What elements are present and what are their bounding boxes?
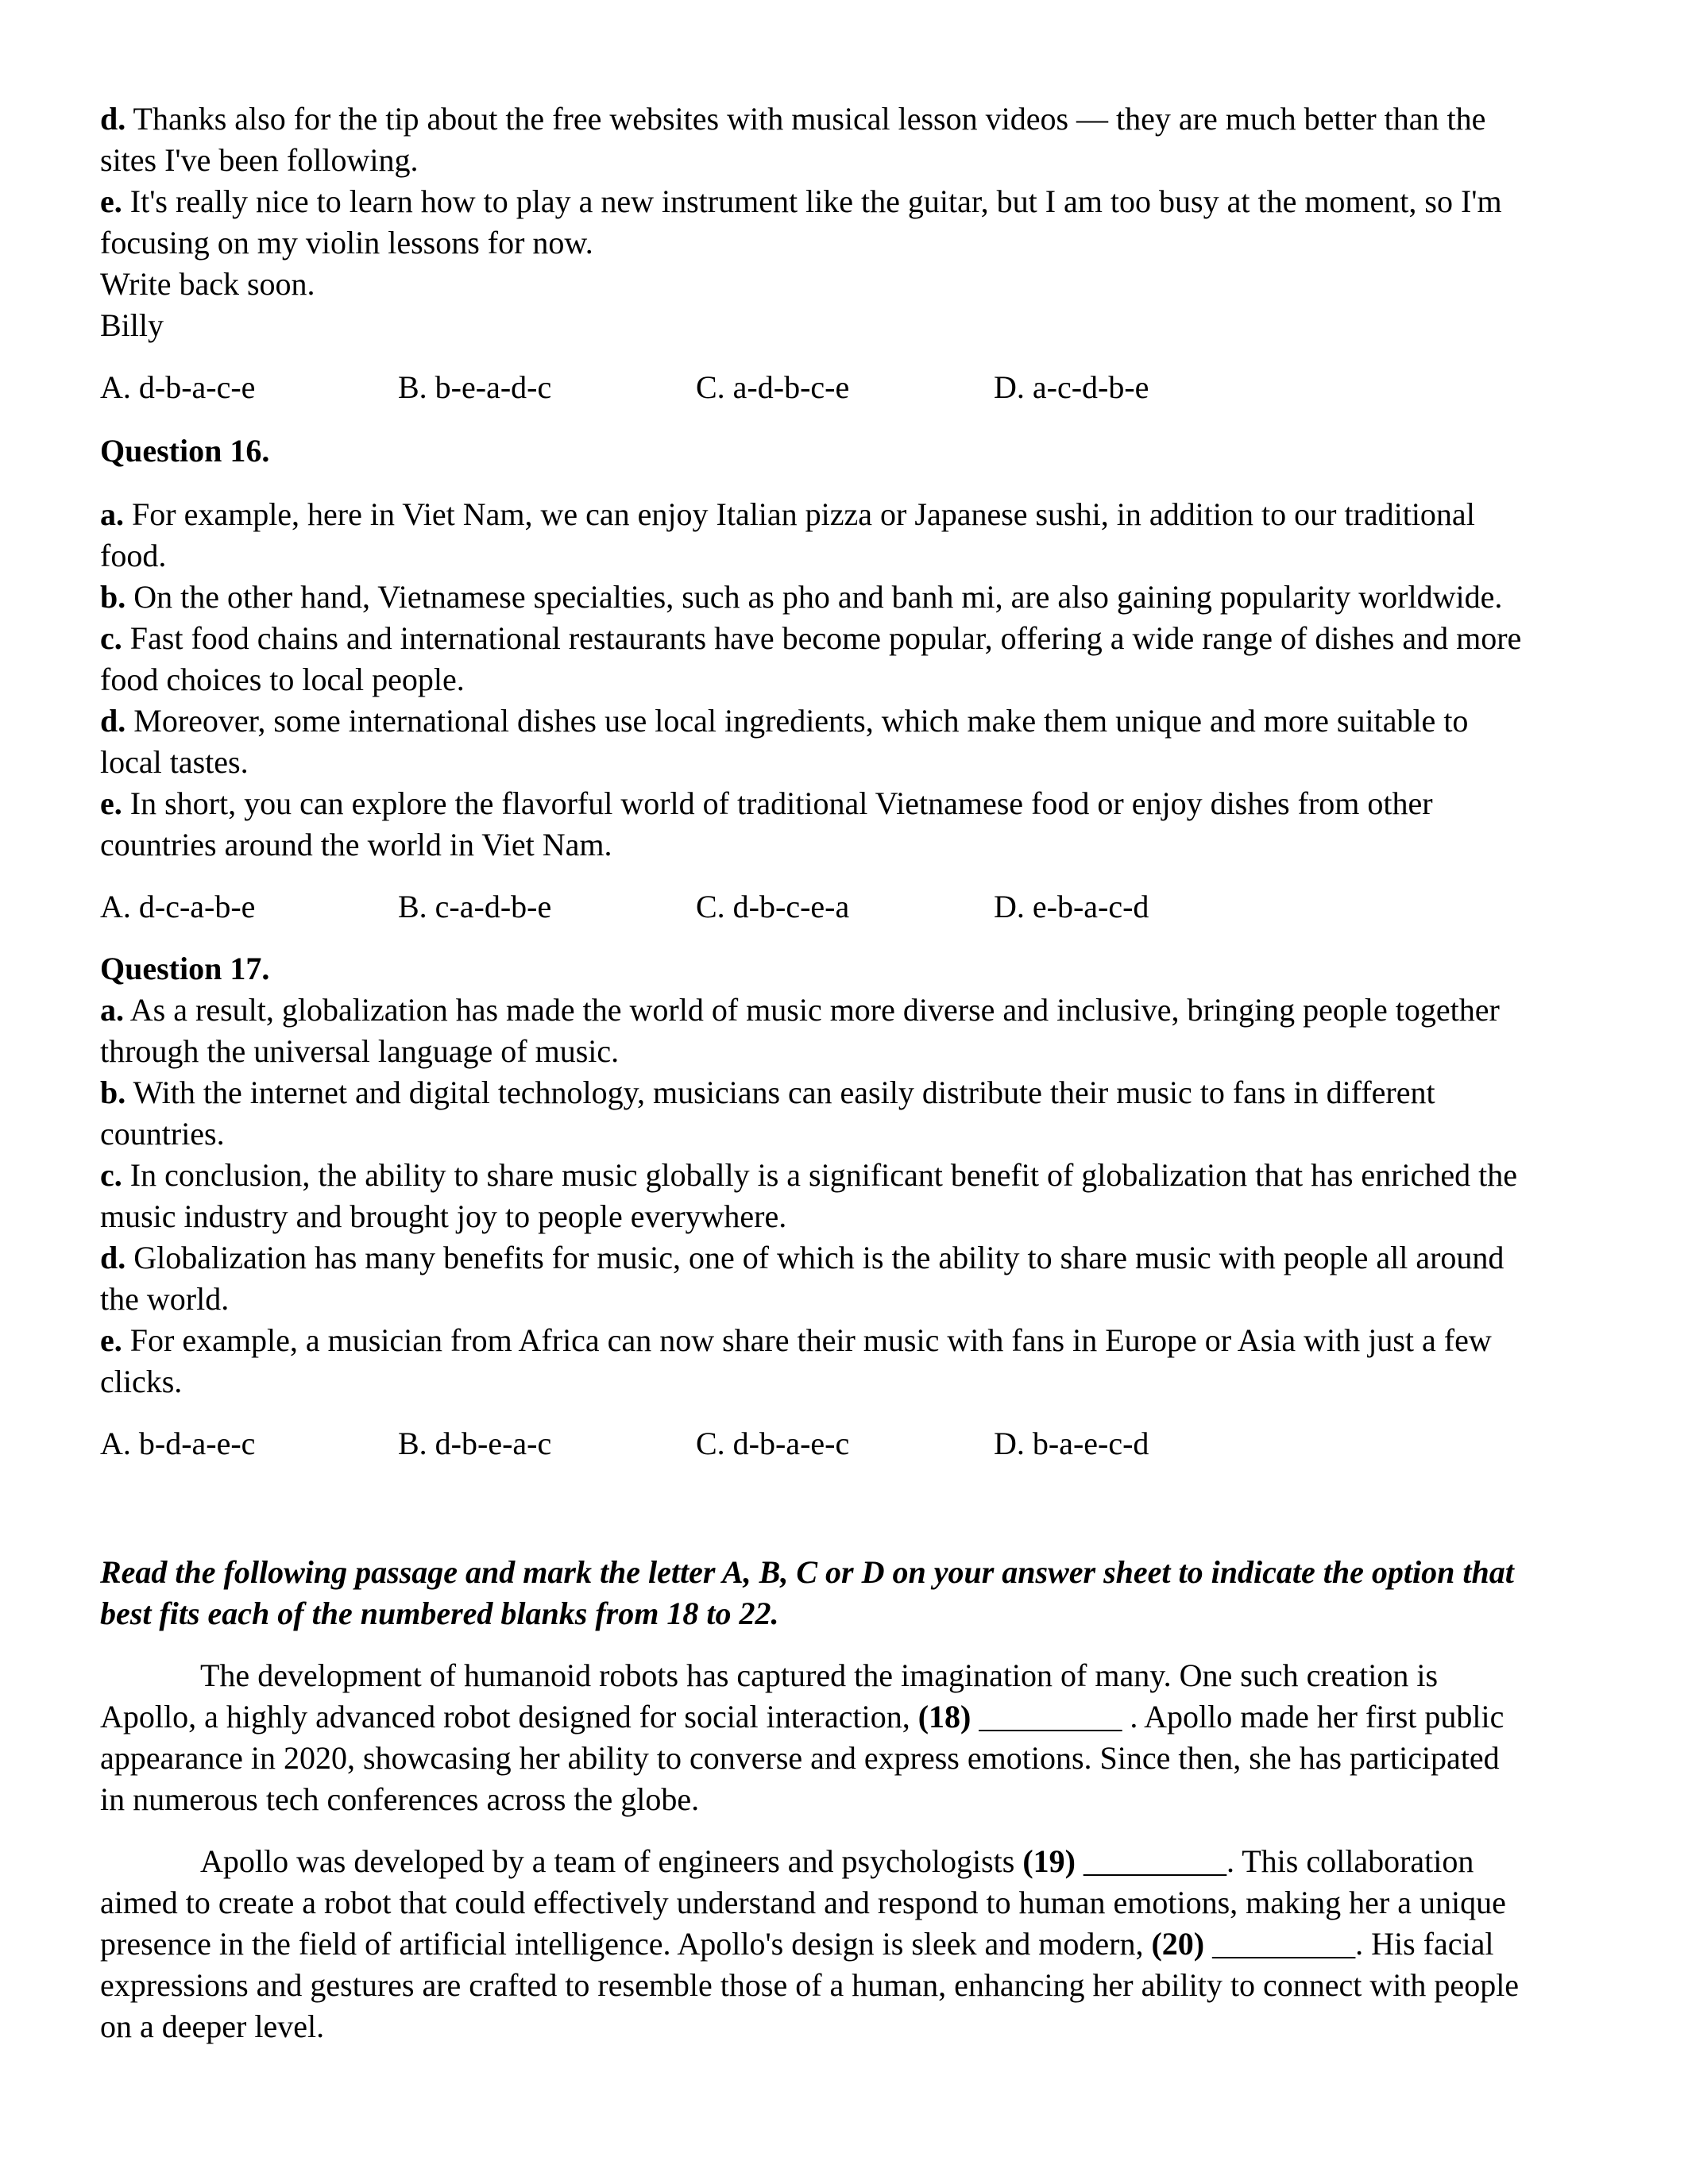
option-d: D. a-c-d-b-e bbox=[994, 369, 1149, 405]
reading-instruction bbox=[100, 1552, 1593, 1634]
item-key: c. bbox=[100, 620, 122, 656]
option-c: C. a-d-b-c-e bbox=[696, 369, 850, 405]
item-key: a. bbox=[100, 496, 124, 532]
item-key: a. bbox=[100, 992, 124, 1028]
item-key: e. bbox=[100, 785, 122, 821]
item-text: Globalization has many benefits for music, one of which is the ability to share music with people all around bbox=[133, 1240, 1505, 1275]
passage-line: in numerous tech conferences across the globe. bbox=[100, 1781, 700, 1817]
option-b: B. d-b-e-a-c bbox=[398, 1426, 552, 1461]
q16-options bbox=[100, 886, 1593, 928]
item-text: Moreover, some international dishes use local ingredients, which make them unique and more suitable to bbox=[133, 703, 1469, 739]
option-d: D. b-a-e-c-d bbox=[994, 1426, 1149, 1461]
option-c: C. d-b-c-e-a bbox=[696, 889, 850, 924]
item-key: d. bbox=[100, 703, 126, 739]
item-text: sites I've been following. bbox=[100, 142, 419, 178]
item-text: For example, a musician from Africa can now share their music with fans in Europe or Asia with just a few bbox=[129, 1322, 1492, 1358]
item-text: On the other hand, Vietnamese specialties, such as pho and banh mi, are also gaining popularity worldwide. bbox=[133, 579, 1503, 615]
letter-signature: Billy bbox=[100, 307, 164, 343]
item-text: food. bbox=[100, 538, 167, 573]
item-text: countries around the world in Viet Nam. bbox=[100, 827, 612, 862]
item-key: b. bbox=[100, 1075, 126, 1110]
passage-paragraph-1 bbox=[100, 1655, 1593, 1820]
item-text: Fast food chains and international restaurants have become popular, offering a wide range of dishes and more bbox=[129, 620, 1522, 656]
item-text: In conclusion, the ability to share music globally is a significant benefit of globalization that has enriched the bbox=[129, 1157, 1517, 1193]
item-text: through the universal language of music. bbox=[100, 1033, 620, 1069]
item-key: e. bbox=[100, 183, 122, 219]
option-a: A. b-d-a-e-c bbox=[100, 1426, 256, 1461]
passage-line: on a deeper level. bbox=[100, 2008, 325, 2044]
q17-items bbox=[100, 990, 1593, 1403]
q16-title: Question 16. bbox=[100, 433, 270, 469]
item-text: local tastes. bbox=[100, 744, 249, 780]
item-key: d. bbox=[100, 1240, 126, 1275]
blank-number-18: (18) bbox=[917, 1699, 971, 1734]
option-b: B. c-a-d-b-e bbox=[398, 889, 552, 924]
q15-item-e bbox=[100, 181, 1593, 264]
item-text: food choices to local people. bbox=[100, 662, 465, 697]
item-text: the world. bbox=[100, 1281, 230, 1317]
passage-line: expressions and gestures are crafted to resemble those of a human, enhancing her ability to connect with people bbox=[100, 1967, 1520, 2003]
item-text: As a result, globalization has made the world of music more diverse and inclusive, bringing people together bbox=[129, 992, 1500, 1028]
passage-text: Apollo, a highly advanced robot designed for social interaction, bbox=[100, 1699, 910, 1734]
q15-item-d bbox=[100, 98, 1593, 181]
item-text: clicks. bbox=[100, 1364, 183, 1399]
option-d: D. e-b-a-c-d bbox=[994, 889, 1149, 924]
option-c: C. d-b-a-e-c bbox=[696, 1426, 850, 1461]
passage-paragraph-2 bbox=[100, 1841, 1593, 2047]
passage-text: presence in the field of artificial intelligence. Apollo's design is sleek and modern, bbox=[100, 1926, 1144, 1962]
document-page bbox=[100, 98, 1593, 2047]
item-text: In short, you can explore the flavorful world of traditional Vietnamese food or enjoy dishes from other bbox=[129, 785, 1433, 821]
item-text: Thanks also for the tip about the free websites with musical lesson videos — they are much better than the bbox=[133, 101, 1486, 137]
passage-line: The development of humanoid robots has captured the imagination of many. One such creation is bbox=[200, 1657, 1439, 1693]
item-text: focusing on my violin lessons for now. bbox=[100, 225, 593, 260]
passage-line: appearance in 2020, showcasing her ability to converse and express emotions. Since then, she has participated bbox=[100, 1740, 1500, 1776]
item-text: It's really nice to learn how to play a new instrument like the guitar, but I am too busy at the moment, so I'm bbox=[129, 183, 1502, 219]
item-key: c. bbox=[100, 1157, 122, 1193]
item-key: e. bbox=[100, 1322, 122, 1358]
blank-20: _________. His facial bbox=[1212, 1926, 1494, 1962]
item-text: countries. bbox=[100, 1116, 225, 1152]
item-text: music industry and brought joy to people everywhere. bbox=[100, 1198, 787, 1234]
q16-items bbox=[100, 494, 1593, 866]
letter-closing: Write back soon. bbox=[100, 266, 315, 302]
q15-options bbox=[100, 367, 1593, 408]
blank-number-19: (19) bbox=[1022, 1843, 1076, 1879]
passage-line: aimed to create a robot that could effectively understand and respond to human emotions, making her a unique bbox=[100, 1885, 1506, 1920]
blank-18: _________ . Apollo made her first public bbox=[979, 1699, 1505, 1734]
q17-title: Question 17. bbox=[100, 951, 270, 986]
passage-text: Apollo was developed by a team of engineers and psychologists bbox=[200, 1843, 1015, 1879]
item-key: b. bbox=[100, 579, 126, 615]
item-text: For example, here in Viet Nam, we can enjoy Italian pizza or Japanese sushi, in addition to our traditional bbox=[132, 496, 1475, 532]
instruction-line: Read the following passage and mark the letter A, B, C or D on your answer sheet to indicate the option that bbox=[100, 1554, 1514, 1590]
option-b: B. b-e-a-d-c bbox=[398, 369, 552, 405]
instruction-line: best fits each of the numbered blanks from 18 to 22. bbox=[100, 1596, 779, 1631]
blank-19: _________. This collaboration bbox=[1083, 1843, 1474, 1879]
option-a: A. d-b-a-c-e bbox=[100, 369, 256, 405]
q17-options bbox=[100, 1423, 1593, 1464]
blank-number-20: (20) bbox=[1151, 1926, 1205, 1962]
option-a: A. d-c-a-b-e bbox=[100, 889, 256, 924]
item-text: With the internet and digital technology, musicians can easily distribute their music to fans in different bbox=[133, 1075, 1435, 1110]
item-key: d. bbox=[100, 101, 126, 137]
